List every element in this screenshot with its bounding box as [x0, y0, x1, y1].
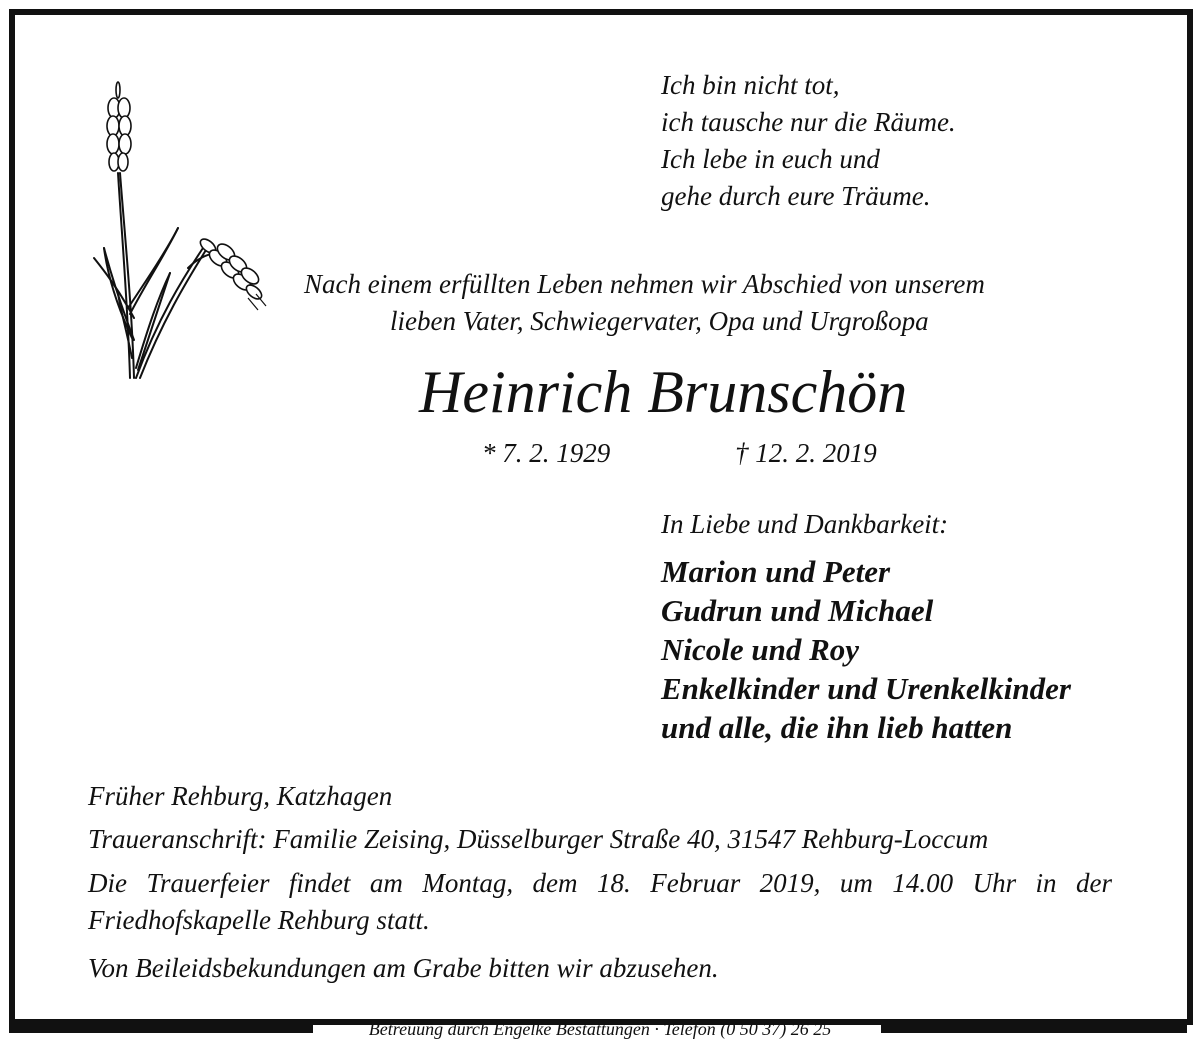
- poem-line: Ich lebe in euch und: [661, 144, 880, 174]
- mourner-name: Nicole und Roy: [661, 632, 860, 667]
- poem-line: Ich bin nicht tot,: [661, 70, 840, 100]
- former-residence: Früher Rehburg, Katzhagen: [88, 781, 393, 811]
- footer-credit: Betreuung durch Engelke Bestattungen · Telefon (0 50 37) 26 25: [368, 1019, 832, 1039]
- poem-line: ich tausche nur die Räume.: [661, 107, 956, 137]
- intro-line: lieben Vater, Schwiegervater, Opa und Urgroßopa: [390, 306, 929, 336]
- mourner-name: und alle, die ihn lieb hatten: [661, 710, 1013, 745]
- condolences-note: Von Beileidsbekundungen am Grabe bitten wir abzusehen.: [88, 953, 719, 983]
- deceased-name: Heinrich Brunschön: [419, 359, 908, 425]
- mourning-address: Traueranschrift: Familie Zeising, Düsselburger Straße 40, 31547 Rehburg-Loccum: [88, 824, 989, 854]
- intro-line: Nach einem erfüllten Leben nehmen wir Abschied von unserem: [304, 269, 985, 299]
- service-details-cont: Friedhofskapelle Rehburg statt.: [88, 905, 430, 935]
- mourner-name: Enkelkinder und Urenkelkinder: [661, 671, 1071, 706]
- death-date: † 12. 2. 2019: [735, 438, 877, 468]
- wheat-icon: [88, 78, 268, 408]
- poem-line: gehe durch eure Träume.: [661, 181, 931, 211]
- mourner-name: Marion und Peter: [661, 554, 891, 589]
- birth-date: * 7. 2. 1929: [482, 438, 611, 468]
- service-details: Die Trauerfeier findet am Montag, dem 18. Februar 2019, um 14.00 Uhr in der: [88, 868, 1112, 898]
- mourners-heading: In Liebe und Dankbarkeit:: [661, 509, 949, 539]
- mourner-name: Gudrun und Michael: [661, 593, 934, 628]
